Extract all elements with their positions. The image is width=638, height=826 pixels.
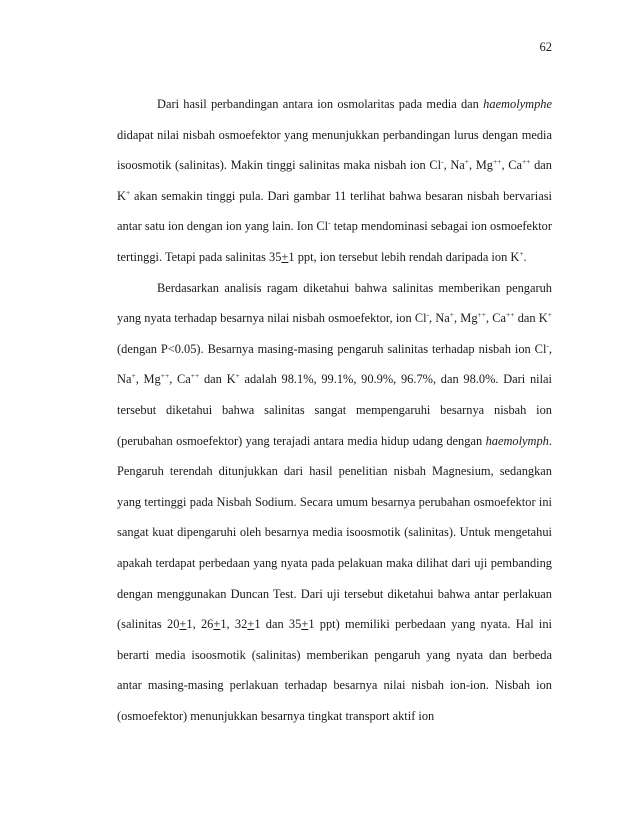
body-text <box>117 89 552 731</box>
paragraph-1: Dari hasil perbandingan antara ion osmolaritas pada media dan haemolymphe didapat nilai nisbah osmoefektor yang menunjukkan perbandingan lurus dengan media isoosmotik (salinitas). Makin tinggi salinitas maka nisbah ion Cl-, Na+, Mg++, Ca++ dan K+ akan semakin tinggi pula. Dari gambar 11 terlihat bahwa besaran nisbah bervariasi antar satu ion dengan ion yang lain. Ion Cl- tetap mendominasi sebagai ion osmoefektor tertinggi. Tetapi pada salinitas 35+1 ppt, ion tersebut lebih rendah daripada ion K+. <box>117 97 552 264</box>
paragraph-2: Berdasarkan analisis ragam diketahui bahwa salinitas memberikan pengaruh yang nyata terhadap besarnya nilai nisbah osmoefektor, ion Cl-, Na+, Mg++, Ca++ dan K+ (dengan P<0.05). Besarnya masing-masing pengaruh salinitas terhadap nisbah ion Cl-, Na+, Mg++, Ca++ dan K+ adalah 98.1%, 99.1%, 90.9%, 96.7%, dan 98.0%. Dari nilai tersebut diketahui bahwa salinitas sangat mempengaruhi besarnya nisbah ion (perubahan osmoefektor) yang terajadi antara media hidup udang dengan haemolymph. Pengaruh terendah ditunjukkan dari hasil penelitian nisbah Magnesium, sedangkan yang tertinggi pada Nisbah Sodium. Secara umum besarnya perubahan osmoefektor ini sangat kuat dipengaruhi oleh besarnya media isoosmotik (salinitas). Untuk mengetahui apakah terdapat perbedaan yang nyata pada pelakuan maka dilihat dari uji pembanding dengan menggunakan Duncan Test. Dari uji tersebut diketahui bahwa antar perlakuan (salinitas 20+1, 26+1, 32+1 dan 35+1 ppt) memiliki perbedaan yang nyata. Hal ini berarti media isoosmotik (salinitas) memberikan pengaruh yang nyata dan berbeda antar masing-masing perlakuan terhadap besarnya nilai nisbah ion-ion. Nisbah ion (osmoefektor) menunjukkan besarnya tingkat transport aktif ion <box>117 280 552 723</box>
page-number: 62 <box>539 40 552 54</box>
